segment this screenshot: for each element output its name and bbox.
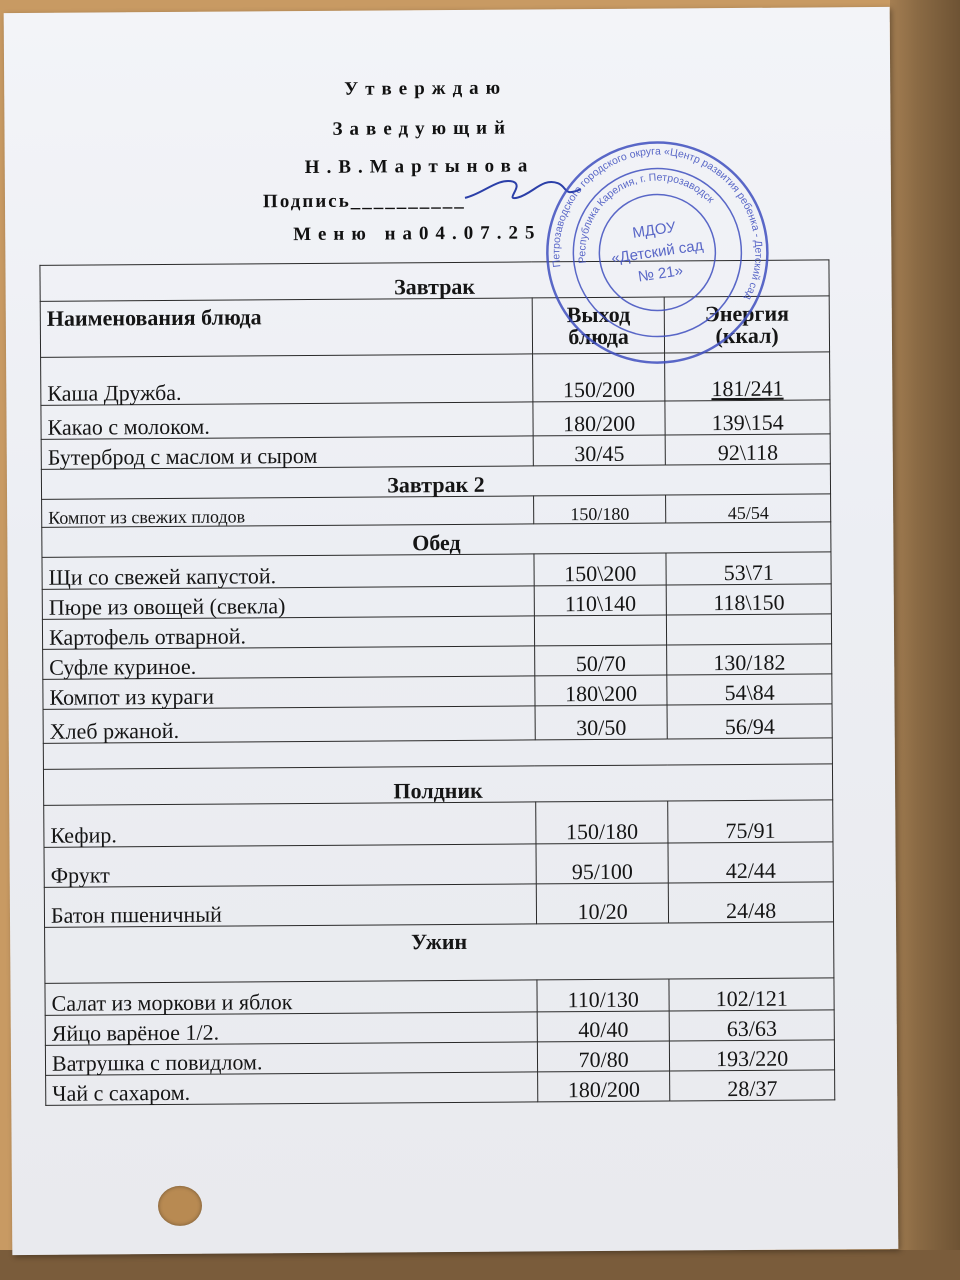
section-breakfast: Завтрак — [40, 260, 829, 302]
column-yield-header: Выход блюда — [532, 297, 665, 354]
dish-name: Салат из моркови и яблок — [45, 980, 537, 1015]
dish-energy: 28/37 — [670, 1070, 835, 1101]
dish-name: Щи со свежей капустой. — [42, 554, 534, 589]
dish-name: Чай с сахаром. — [46, 1072, 538, 1105]
stamp-center-line-3: № 21» — [636, 262, 685, 286]
dish-energy: 56/94 — [667, 704, 832, 739]
dish-name: Какао с молоком. — [41, 402, 533, 439]
director-name: Н.В.Мартынова — [304, 155, 535, 179]
table-row — [46, 1070, 835, 1106]
stamp-center-line-1: МДОУ — [631, 218, 677, 242]
position-line: Заведующий — [332, 117, 513, 140]
dish-energy: 45/54 — [666, 494, 831, 523]
column-energy-header: Энергия (ккал) — [664, 296, 829, 353]
section-row — [45, 922, 834, 984]
table-row — [44, 842, 833, 888]
table-row — [45, 1040, 834, 1076]
dish-energy: 24/48 — [669, 882, 834, 923]
dish-yield: 30/45 — [533, 435, 666, 466]
table-row — [43, 644, 832, 680]
dish-name: Хлеб ржаной. — [43, 706, 535, 743]
dish-name: Компот из свежих плодов — [42, 496, 534, 527]
dish-yield: 180/200 — [538, 1071, 671, 1102]
dish-yield: 30/50 — [535, 705, 668, 740]
table-row — [45, 978, 834, 1016]
dish-energy: 63/63 — [669, 1010, 834, 1041]
dish-yield: 70/80 — [537, 1041, 670, 1072]
dish-name: Кефир. — [44, 802, 536, 847]
dish-yield — [534, 615, 667, 646]
stamp-outer-text: Петрозаводского городского округа «Центр развития ребенка - Детский сад — [550, 145, 765, 302]
dish-name: Яйцо варёное 1/2. — [45, 1012, 537, 1045]
dish-yield: 10/20 — [536, 883, 669, 924]
dish-energy: 118\150 — [666, 584, 831, 615]
dish-yield: 110/130 — [537, 979, 670, 1012]
approve-line: Утверждаю — [344, 77, 508, 100]
dish-yield: 180/200 — [533, 401, 666, 436]
dish-energy — [667, 614, 832, 645]
stamp-inner-text: Республика Карелия, г. Петрозаводск — [576, 171, 717, 265]
dish-energy: 75/91 — [668, 800, 833, 843]
dish-name: Бутерброд с маслом и сыром — [41, 436, 533, 469]
dish-energy: 102/121 — [669, 978, 834, 1011]
dish-name: Пюре из овощей (свекла) — [42, 586, 534, 619]
dish-name: Каша Дружба. — [41, 354, 533, 405]
dish-yield: 40/40 — [537, 1011, 670, 1042]
dish-yield: 95/100 — [536, 843, 669, 884]
dish-energy: 139\154 — [665, 400, 830, 435]
dish-name: Ватрушка с повидлом. — [45, 1042, 537, 1075]
signature-label: Подпись__________ — [262, 189, 466, 213]
dish-yield: 180\200 — [535, 675, 668, 706]
punch-hole — [158, 1186, 202, 1226]
table-row — [44, 800, 833, 848]
dish-name: Суфле куриное. — [43, 646, 535, 679]
dish-energy: 42/44 — [668, 842, 833, 883]
dish-energy: 92\118 — [665, 434, 830, 465]
dish-energy: 54\84 — [667, 674, 832, 705]
section-dinner: Ужин — [45, 922, 834, 984]
section-lunch: Обед — [42, 522, 831, 558]
menu-sheet — [4, 7, 899, 1255]
organization-stamp — [528, 123, 787, 382]
stamp-center-line-2: «Детский сад — [610, 236, 705, 268]
dish-energy: 53\71 — [666, 552, 831, 585]
wood-edge — [0, 1250, 960, 1280]
dish-name: Батон пшеничный — [44, 884, 536, 927]
dish-yield: 150\200 — [534, 553, 667, 586]
menu-title: Меню на04.07.25 — [293, 222, 542, 246]
dish-name: Компот из кураги — [43, 676, 535, 709]
table-row — [41, 400, 830, 440]
dish-yield: 150/180 — [534, 495, 667, 524]
section-snack: Полдник — [43, 764, 832, 806]
table-row — [42, 584, 831, 620]
section-breakfast-2: Завтрак 2 — [41, 464, 830, 500]
dish-energy: 130/182 — [667, 644, 832, 675]
wood-surface — [890, 0, 960, 1280]
dish-name: Картофель отварной. — [42, 616, 534, 649]
menu-table — [39, 259, 835, 1105]
dish-yield: 110\140 — [534, 585, 667, 616]
dish-yield: 150/200 — [533, 353, 666, 402]
dish-yield: 50/70 — [535, 645, 668, 676]
dish-energy: 181/241 — [665, 352, 830, 401]
dish-yield: 150/180 — [536, 801, 669, 844]
table-row — [43, 704, 832, 744]
dish-energy: 193/220 — [670, 1040, 835, 1071]
column-name-header: Наименования блюда — [40, 298, 532, 357]
section-row — [43, 764, 832, 806]
table-row — [44, 882, 833, 928]
table-row — [41, 352, 830, 406]
dish-name: Фрукт — [44, 844, 536, 887]
